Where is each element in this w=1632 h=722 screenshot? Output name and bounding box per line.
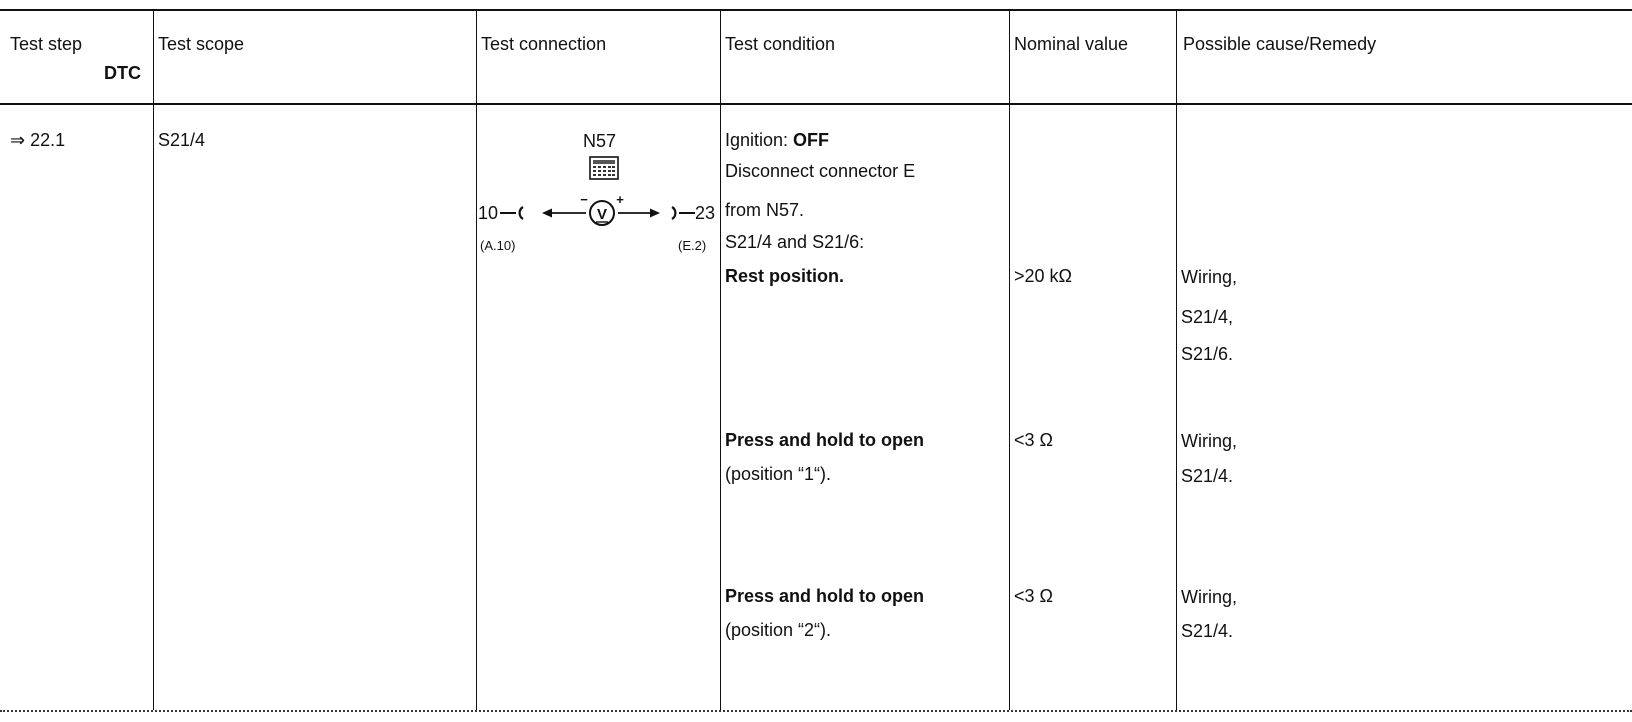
voltmeter-symbol: V bbox=[596, 206, 608, 223]
disconnect-line-2: from N57. bbox=[725, 200, 805, 220]
position-2-label: (position “2“). bbox=[725, 620, 832, 640]
table-bottom-dotted-border bbox=[0, 710, 1632, 712]
nominal-value-position-2: <3 Ω bbox=[1014, 586, 1053, 606]
voltmeter-icon bbox=[540, 194, 668, 228]
position-1-label: (position “1“). bbox=[725, 464, 832, 484]
cause-position-1-line-2: S21/4. bbox=[1181, 466, 1234, 486]
voltmeter-plus: + bbox=[616, 194, 624, 207]
cause-position-2-line-1: Wiring, bbox=[1181, 587, 1238, 607]
column-divider-3 bbox=[720, 9, 721, 710]
press-open-condition-1: Press and hold to open bbox=[725, 430, 925, 450]
voltmeter-minus: − bbox=[580, 194, 588, 207]
control-module-icon bbox=[589, 156, 619, 180]
module-label: N57 bbox=[583, 131, 617, 151]
plug-connector-icon bbox=[500, 204, 526, 222]
header-bottom-border bbox=[0, 103, 1632, 105]
header-test-connection: Test connection bbox=[481, 34, 607, 54]
cause-position-2-line-2: S21/4. bbox=[1181, 621, 1234, 641]
pin-right-reference: (E.2) bbox=[678, 238, 707, 253]
pin-right-number: 23 bbox=[695, 203, 716, 223]
header-possible-cause: Possible cause/Remedy bbox=[1183, 34, 1377, 54]
header-test-step: Test step bbox=[10, 34, 83, 54]
pin-left-number: 10 bbox=[478, 203, 499, 223]
pin-left-reference: (A.10) bbox=[480, 238, 516, 253]
test-step-value: ⇒ 22.1 bbox=[10, 130, 66, 150]
ignition-condition bbox=[725, 129, 829, 151]
nominal-value-position-1: <3 Ω bbox=[1014, 430, 1053, 450]
header-test-scope: Test scope bbox=[158, 34, 245, 54]
cause-rest-line-1: Wiring, bbox=[1181, 267, 1238, 287]
disconnect-line-1: Disconnect connector E bbox=[725, 161, 916, 181]
header-test-condition: Test condition bbox=[725, 34, 836, 54]
column-divider-2 bbox=[476, 9, 477, 710]
cause-position-1-line-1: Wiring, bbox=[1181, 431, 1238, 451]
column-divider-5 bbox=[1176, 9, 1177, 710]
switches-label: S21/4 and S21/6: bbox=[725, 232, 865, 252]
ignition-state: OFF bbox=[793, 130, 830, 150]
table-top-border bbox=[0, 9, 1632, 11]
column-divider-1 bbox=[153, 9, 154, 710]
press-open-condition-2: Press and hold to open bbox=[725, 586, 925, 606]
socket-connector-icon bbox=[669, 204, 695, 222]
test-scope-value: S21/4 bbox=[158, 130, 206, 150]
nominal-value-rest: >20 kΩ bbox=[1014, 266, 1072, 286]
header-nominal-value: Nominal value bbox=[1014, 34, 1129, 54]
header-dtc: DTC bbox=[104, 63, 141, 83]
cause-rest-line-3: S21/6. bbox=[1181, 344, 1234, 364]
ignition-label: Ignition: bbox=[725, 130, 794, 150]
rest-position-condition: Rest position. bbox=[725, 266, 845, 286]
test-connection-diagram bbox=[478, 118, 720, 268]
cause-rest-line-2: S21/4, bbox=[1181, 307, 1234, 327]
column-divider-4 bbox=[1009, 9, 1010, 710]
